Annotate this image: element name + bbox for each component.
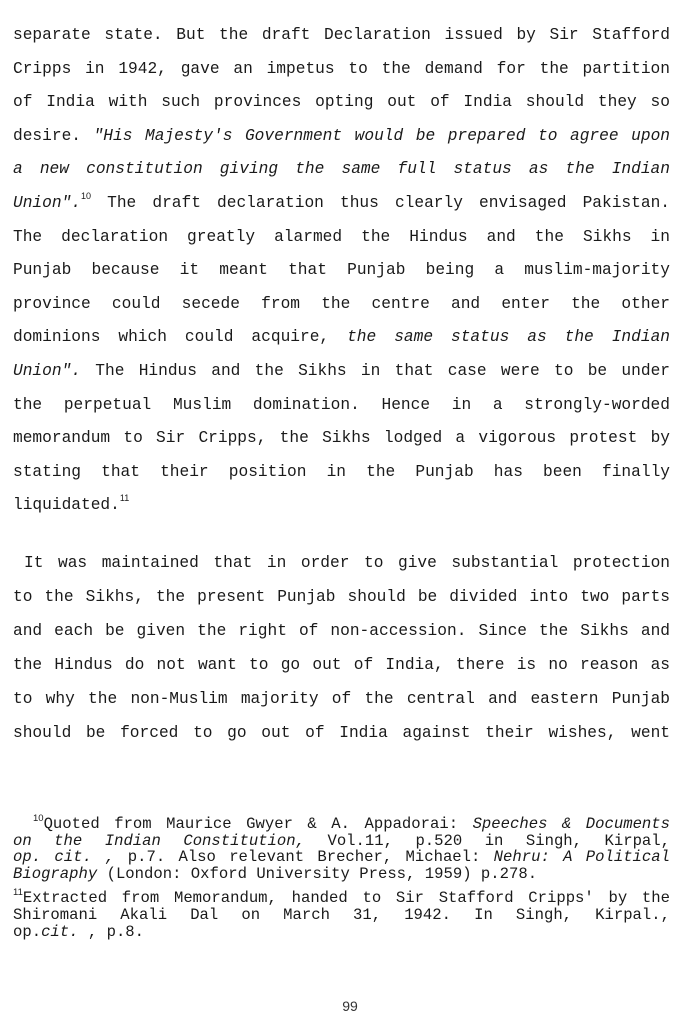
italic-text: cit.: [41, 923, 79, 941]
text-line: [13, 193, 670, 213]
text-line: [13, 126, 670, 146]
text-run: (London: Oxford University Press, 1959) p.278.: [97, 864, 538, 883]
text-run: stating that their position in the Punjab has been finally: [13, 462, 670, 481]
italic-text: Speeches & Documents: [472, 815, 671, 833]
text-line: [13, 723, 670, 743]
text-line: [13, 587, 670, 607]
italic-text: a new constitution giving the same full status as the Indian: [13, 160, 670, 179]
text-run: separate state. But the draft Declaration issued by Sir Stafford: [13, 26, 670, 44]
text-line: [13, 260, 670, 280]
text-run: should be forced to go out of India against their wishes, went: [13, 723, 670, 742]
text-run: memorandum to Sir Cripps, the Sikhs lodged a vigorous protest by: [13, 429, 670, 448]
text-run: Cripps in 1942, gave an impetus to the demand for the partition: [13, 59, 670, 78]
footnote-line: [13, 887, 670, 907]
text-line: [13, 92, 670, 112]
italic-text: op. cit. ,: [13, 848, 115, 867]
text-line: [13, 395, 670, 415]
text-run: The draft declaration thus clearly envisaged Pakistan.: [91, 194, 670, 212]
italic-text: Union".: [13, 362, 81, 380]
text-run: The Hindus and the Sikhs in that case were to be under: [81, 362, 670, 380]
italic-text: Biography: [13, 864, 98, 883]
text-run: dominions which could acquire,: [13, 328, 348, 347]
text-run: liquidated.: [13, 496, 120, 515]
footnote-reference: 10: [33, 813, 44, 824]
text-line: [13, 361, 670, 381]
text-line: [13, 495, 670, 515]
text-run: to why the non-Muslim majority of the central and eastern Punjab: [13, 689, 670, 708]
footnote-reference: 10: [81, 191, 92, 201]
text-line: [13, 553, 670, 573]
text-line: [13, 25, 670, 45]
footnote-line: [13, 907, 670, 923]
italic-text: the same status as the Indian: [347, 328, 670, 347]
text-run: and each be given the right of non-accession. Since the Sikhs and: [13, 621, 670, 640]
text-line: [13, 227, 670, 247]
text-line: [13, 621, 670, 641]
text-run: p.7. Also relevant Brecher, Michael:: [114, 848, 494, 867]
text-line: [13, 159, 670, 179]
footnote-line: [13, 833, 670, 849]
page-number: 99: [342, 998, 358, 1014]
footnote-line: [13, 866, 670, 882]
italic-text: "His Majesty's Government would be prepared to agree upon: [93, 126, 671, 145]
text-run: the perpetual Muslim domination. Hence in a strongly-worded: [13, 395, 670, 414]
text-line: [13, 294, 670, 314]
italic-text: on the Indian Constitution,: [13, 831, 305, 850]
footnote-line: [13, 849, 670, 865]
text-run: Punjab because it meant that Punjab being a muslim-majority: [13, 261, 670, 280]
italic-text: Nehru: A Political: [493, 848, 670, 867]
text-run: the Hindus do not want to go out of India, there is no reason as: [13, 655, 670, 674]
text-run: Vol.11, p.520 in Singh, Kirpal,: [305, 831, 670, 850]
text-run: Shiromani Akali Dal on March 31, 1942. In Singh, Kirpal.,: [13, 906, 670, 924]
text-run: province could secede from the centre and enter the other: [13, 294, 670, 313]
text-run: Extracted from Memorandum, handed to Sir Stafford Cripps' by the: [22, 889, 670, 907]
text-run: Quoted from Maurice Gwyer & A. Appadorai:: [43, 815, 473, 833]
text-line: [13, 655, 670, 675]
text-line: [13, 462, 670, 482]
text-line: [13, 428, 670, 448]
text-line: [13, 327, 670, 347]
footnote-line: [13, 924, 670, 940]
text-run: op.: [13, 923, 42, 941]
text-run: desire.: [13, 126, 94, 145]
footnote-line: [13, 813, 671, 833]
text-run: It was maintained that in order to give substantial protection: [24, 554, 670, 572]
footnote-reference: 11: [119, 493, 130, 504]
text-run: of India with such provinces opting out of India should they so: [13, 93, 670, 112]
text-line: [13, 689, 670, 709]
footnote-reference: 11: [13, 887, 23, 898]
text-run: The declaration greatly alarmed the Hindus and the Sikhs in: [13, 227, 670, 246]
text-line: [13, 59, 670, 79]
text-run: to the Sikhs, the present Punjab should be divided into two parts: [13, 587, 670, 606]
text-run: , p.8.: [78, 923, 145, 941]
italic-text: Union".: [13, 194, 81, 212]
